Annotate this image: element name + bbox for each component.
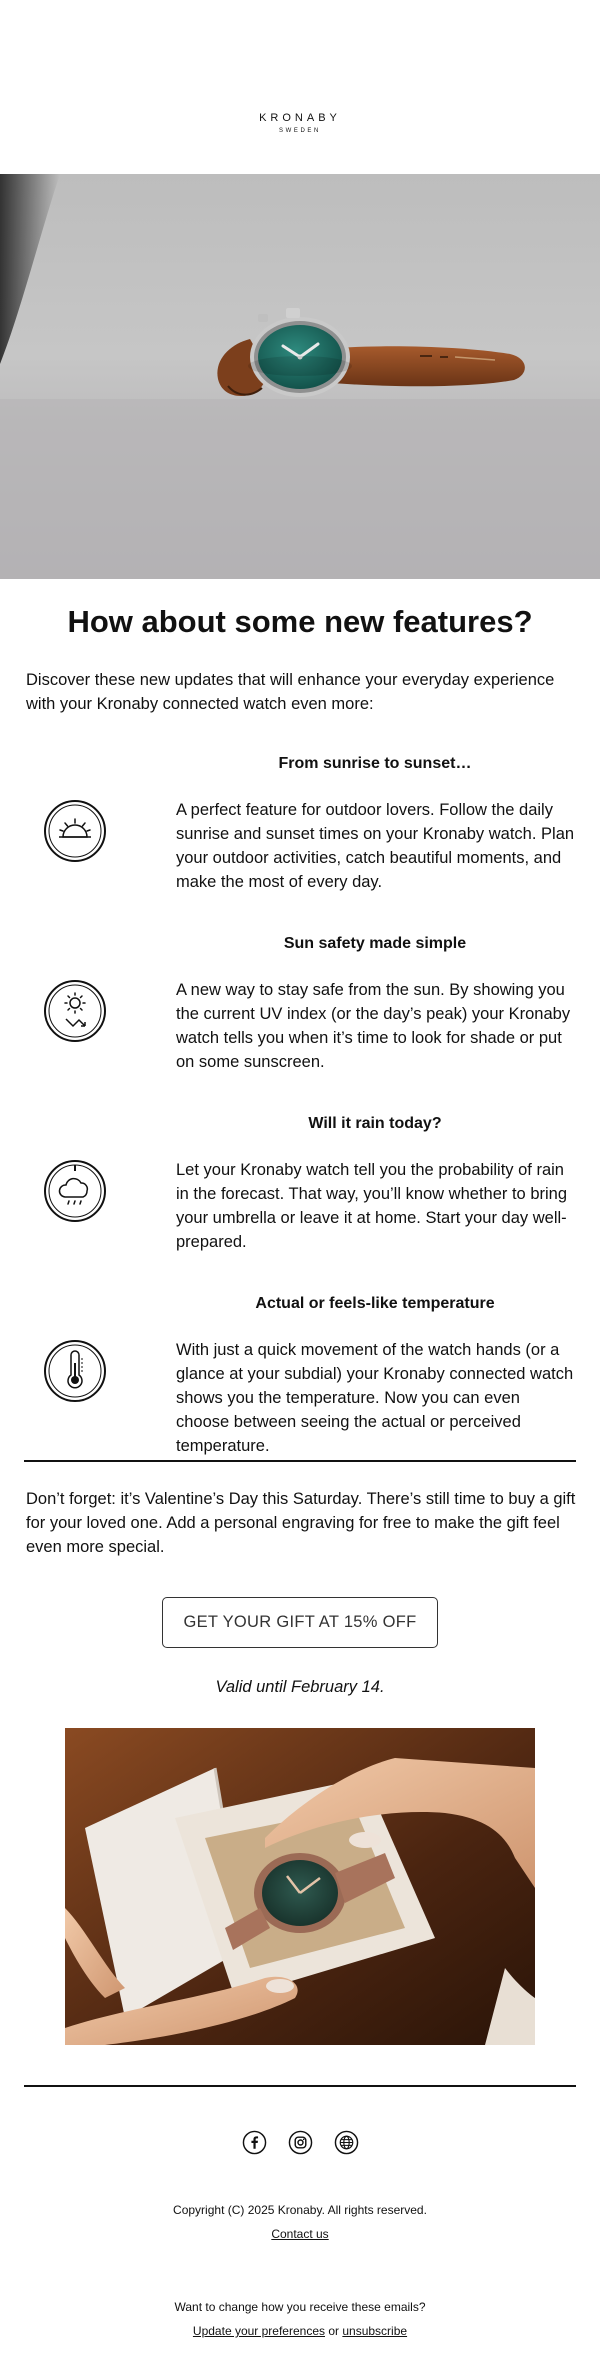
copyright-text: Copyright (C) 2025 Kronaby. All rights reserved. <box>173 2203 427 2217</box>
preferences-row <box>0 2324 600 2338</box>
brand-tagline: SWEDEN <box>279 128 321 134</box>
brand-logo[interactable] <box>0 112 600 134</box>
feature-title-uv: Sun safety made simple <box>283 935 467 952</box>
feature-text-uv: A new way to stay safe from the sun. By showing you the current UV index (or the day’s peak) your Kronaby watch tells you when it’s time to look for shade or put on some sunscreen. <box>176 981 571 1071</box>
or-text: or <box>328 2324 340 2338</box>
contact-row <box>0 2227 600 2241</box>
hero-watch-image[interactable] <box>0 174 600 579</box>
change-prompt-text: Want to change how you receive these emails? <box>174 2300 426 2314</box>
thermometer-icon <box>43 1339 107 1403</box>
facebook-icon[interactable] <box>242 2130 267 2155</box>
uv-index-icon <box>43 979 107 1043</box>
intro-paragraph: Discover these new updates that will enhance your everyday experience with your Kronaby connected watch even more: <box>26 671 555 713</box>
page-headline: How about some new features? <box>67 604 533 639</box>
footer-divider <box>24 2085 576 2087</box>
feature-title-temperature: Actual or feels-like temperature <box>255 1295 495 1312</box>
gift-box-photo[interactable] <box>65 1728 535 2045</box>
offer-validity: Valid until February 14. <box>215 1678 385 1696</box>
sunrise-icon <box>43 799 107 863</box>
feature-title-sunrise: From sunrise to sunset… <box>278 755 472 772</box>
unsubscribe-link[interactable]: unsubscribe <box>342 2324 408 2338</box>
feature-text-sunrise: A perfect feature for outdoor lovers. Follow the daily sunrise and sunset times on your Kronaby watch. Plan your outdoor activities, catch beautiful moments, and make the most of every day. <box>176 801 575 891</box>
social-links <box>0 2130 600 2156</box>
instagram-icon[interactable] <box>288 2130 313 2155</box>
feature-title-rain: Will it rain today? <box>308 1115 442 1132</box>
feature-text-rain: Let your Kronaby watch tell you the probability of rain in the forecast. That way, you’ll know whether to bring your umbrella or leave it at home. Start your day well-prepared. <box>176 1161 568 1251</box>
brand-name: KRONABY <box>259 112 341 124</box>
rain-cloud-icon <box>43 1159 107 1223</box>
update-preferences-link[interactable]: Update your preferences <box>192 2324 325 2338</box>
feature-text-temperature: With just a quick movement of the watch hands (or a glance at your subdial) your Kronaby connected watch shows you the temperature. Now you can even choose between seeing the actual or perceived temperature. <box>176 1341 574 1455</box>
get-gift-button[interactable]: GET YOUR GIFT AT 15% OFF <box>162 1597 438 1648</box>
contact-us-link[interactable]: Contact us <box>271 2227 329 2241</box>
section-divider <box>24 1460 576 1462</box>
website-globe-icon[interactable] <box>334 2130 359 2155</box>
valentine-paragraph: Don’t forget: it’s Valentine’s Day this Saturday. There’s still time to buy a gift for your loved one. Add a personal engraving for free to make the gift feel even more special. <box>26 1490 576 1556</box>
